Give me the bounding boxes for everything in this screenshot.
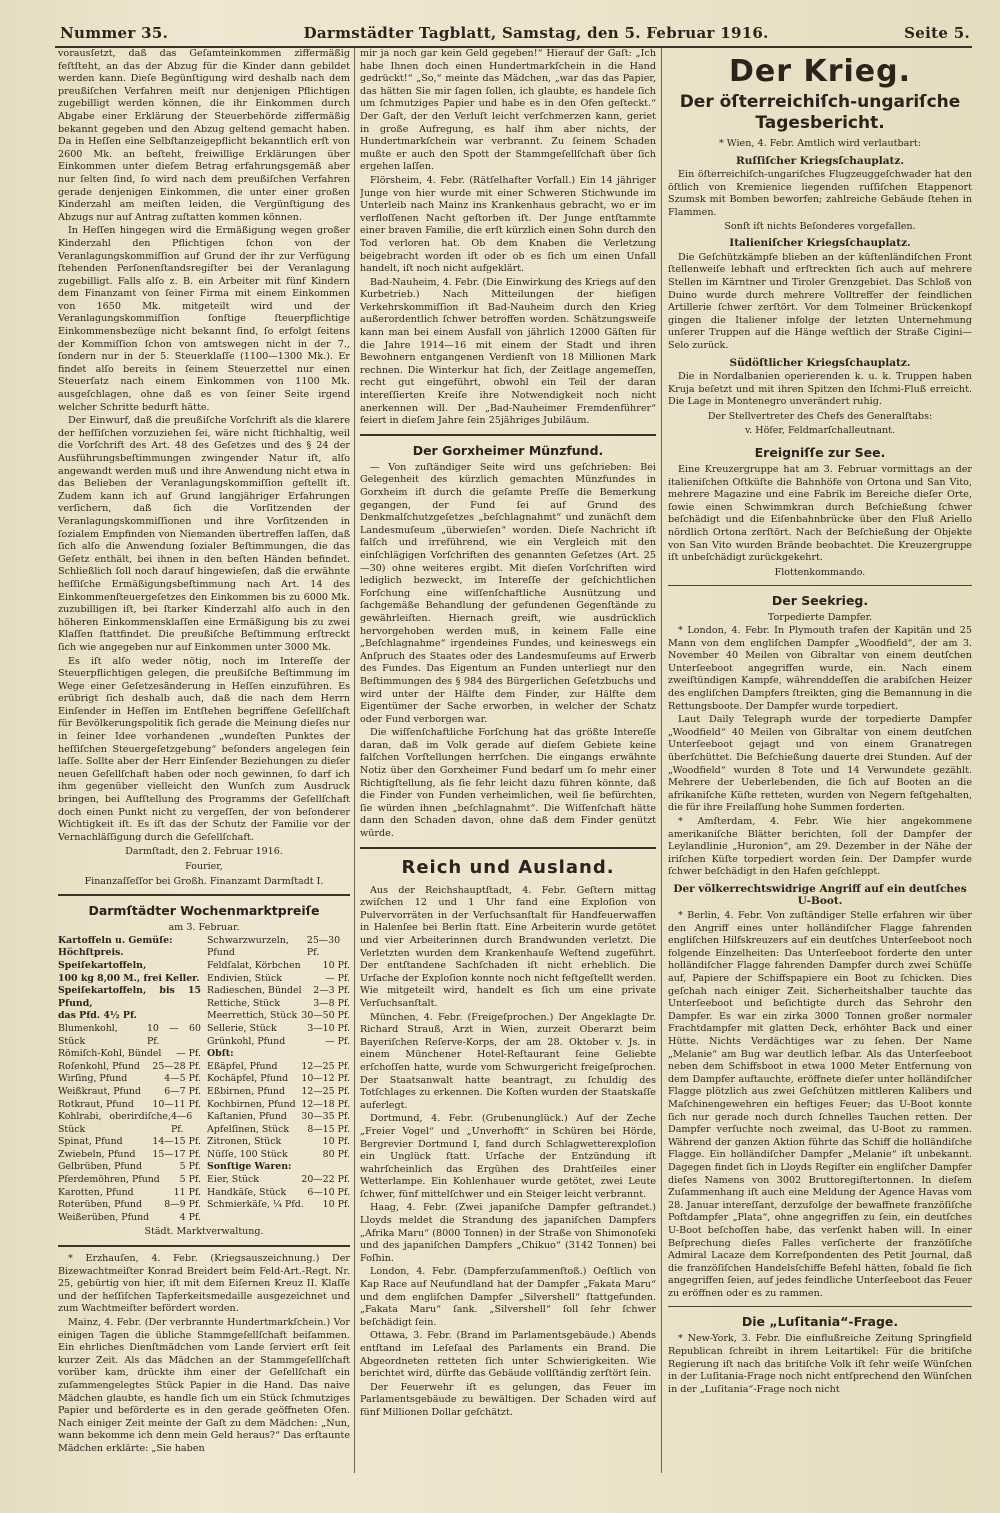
article-paragraph: In Heſſen hingegen wird die Ermäßigung wegen großer Kinderzahl den Pflichtigen ſchon von der Veranlagungskommiſſion auf Grund der ihr zur Verfügung ſtehenden Perſonenſtandsregiſter bei der Veranlagung zugebilligt. Falls alſo z. B. ein Arbeiter mit fünf Kindern dem Finanzamt von ſeiner Firma mit einem Einkommen von 1650 Mk. mitgeteilt wird und der Veranlagungskommiſſion ſonſtige ſteuerpflichtige Einkommensbezüge nicht bekannt ſind, ſo erfolgt ſeitens der Kommiſſion ſchon von amtswegen nicht in der 7., ſondern nur in der 5. Steuerklaſſe (1100—1300 Mk.). Er findet alſo bereits in ſeinem Steuerzettel nur einen Steuerſatz nach einem Einkommen von 1100 Mk. ausgeſchlagen, ohne daß es von ſeiner Seite irgend welcher Schritte bedurft hätte. — [58, 225, 350, 413]
article-paragraph: München, 4. Febr. (Freigeſprochen.) Der Angeklagte Dr. Richard Strauß, Arzt in Wien, zurzeit Oberarzt beim Bayeriſchen Reſerve-Korps, der am 28. Oktober v. Js. in einem Münchener Hotel-Reſtaurant ſeine Geliebte erſchoſſen hatte, wurde vom Schwurgericht freigeſprochen. Der Staatsanwalt hatte beantragt, zu ſchuldig des Totſchlages zu erkennen. Die Koſten wurden der Staatskaſſe auferlegt. — [360, 1011, 656, 1111]
gorxheim-title: Der Gorxheimer Münzfund. — [412, 442, 604, 458]
market-row — [207, 998, 350, 1011]
market-price: 15—17 Pf. — [152, 1148, 201, 1160]
market-row — [207, 1124, 350, 1137]
market-item: Pferdemöhren, Pfund — [58, 1174, 160, 1186]
market-row — [207, 1099, 350, 1112]
krieg-subtitle: Der öſterreichiſch-ungariſche Tagesbericht. — [679, 92, 961, 133]
market-item: Blumenkohl, Stück — [58, 1022, 118, 1047]
market-row — [58, 1086, 201, 1099]
market-item: Kartoffeln u. Gemüſe: — [58, 934, 173, 946]
article-paragraph: Flörsheim, 4. Febr. (Rätſelhafter Vorfall.) Ein 14 jähriger Junge von hier wurde mit einer Schweren Stichwunde im Unterleib nach Mainz ins Krankenhaus gebracht, wo er im verfloſſenen Nacht geſtorben iſt. Der Junge entſtammte einer braven Familie, die erſt kürzlich einen Sohn durch den Tod verloren hat. Ob dem Knaben die Verletzung beigebracht worden iſt oder ob es ſich um einen Unfall handelt, iſt noch nicht aufgeklärt. — [360, 174, 656, 275]
market-item: das Pfd. 4½ Pf. — [58, 1010, 137, 1022]
article-paragraph: Sonſt iſt nichts Beſonderes vorgefallen. — [724, 220, 916, 232]
market-row — [58, 1174, 201, 1187]
market-row — [207, 985, 350, 998]
article-paragraph: Der Einwurf, daß die preußiſche Vorſchrift als die klarere der heſſiſchen vorzuziehen ſei, wäre nicht ſtichhaltig, weil die Vorſchrift des Art. 48 des Geſetzes und des § 24 der Ausführungsbeſtimmungen zwingender Natur iſt, alſo angewandt werden muß und ihre Anwendung nicht etwa in das Belieben der Veranlagungskommiſſion geſtellt iſt. Zudem kann ich auf Grund langjähriger Erfahrungen verſichern, daß ſich die Vorſitzenden der Veranlagungskommiſſionen und ihre Vorſitzenden in ſozialem Empfinden von Niemanden übertreffen laſſen, daß ſich alſo die Anwendung ſozialer Beſtimmungen, die das Geſetz enthält, bei ihnen in den beſten Händen befindet. Schließlich ſoll noch darauf hingewieſen, daß die erwähnte heſſiſche Ermäßigungsbeſtimmung nach Art. 14 des Einkommenſteuergeſetzes den Einkommen bis zu 6000 Mk. zuzubilligen iſt, bei ſtarker Kinderzahl alſo auch in den höheren Einkommensklaſſen eine Ermäßigung bis zu zwei Klaſſen ſtattfindet. Die preußiſche Beſtimmung erſtreckt ſich wie angegeben nur auf Einkommen unter 3000 Mk. — [58, 415, 350, 653]
market-price: — Pf. — [176, 1048, 201, 1060]
market-item: Kochbirnen, Pfund — [207, 1098, 296, 1110]
market-price: 80 Pf. — [322, 1148, 350, 1160]
market-item: Handkäſe, Stück — [207, 1186, 287, 1198]
market-row — [58, 947, 201, 972]
newspaper-title: Darmstädter Tagblatt, Samstag, den 5. Februar 1916. — [303, 24, 769, 42]
article-paragraph: Ein öſterreichiſch-ungariſches Flugzeuggeſchwader hat den öſtlich von Kremienice liegenden ruſſiſchen Etappenort Szumsk mit Bomben beworfen; zahlreiche Gebäude ſtehen in Flammen. — [668, 169, 972, 218]
market-item: Eßäpfel, Pfund — [207, 1060, 278, 1072]
article-paragraph: * Berlin, 4. Febr. Von zuſtändiger Stelle erfahren wir über den Angriff eines unter holländiſcher Flagge fahrenden engliſchen Hilfskreuzers auf ein deutſches Unterſeeboot noch folgende Einzelheiten: Das Unterſeeboot forderte den unter holländiſcher Flagge fahrenden Dampfer durch zwei Schüſſe auf, Papiere der Schiffspapiere ein Boot zu ſchicken. Dies geſchah nach einiger Zeit. Sicherheitshalber tauchte das Unterſeeboot und beſichtigte durch das Sehrohr den Dampfer. Es war ein zirka 3000 Tonnen großer normaler Frachtdampfer mit glatten Deck, erhöhter Back und einer Hütte. Nichts Verdächtiges war zu ſehen. Der Name „Melanie“ am Bug war deutlich leſbar. Als das Unterſeeboot neben dem Schiffsboot in etwa 1000 Meter Entfernung von dem Dampfer auftauchte, eröffnete dieſer unter holländiſcher Flagge plötzlich aus zwei Geſchützen mittleren Kalibers und Maſchinengewehren ein heftiges Feuer; das U-Boot konnte ſich nur gerade noch durch ſchnelles Tauchen retten. Der Dampfer verſuchte noch zweimal, das U-Boot zu rammen. Während der ganzen Aktion führte das Schiff die holländiſche Flagge. Ein holländiſcher Dampfer „Melanie“ iſt unbekannt. Dagegen findet ſich in Lloyds Regiſter ein engliſcher Dampfer dieſes Namens von 3002 Bruttoregiſtertonnen. In dieſem Zuſammenhang iſt auch eine Meldung der Agence Havas vom 28. Januar intereſſant, derzufolge der bewaffnete franzöſiſche Poſtdampfer „Plata“, ohne angegriffen zu ſein, ein deutſches U-Boot beſchoſſen habe, das verſenkt haben will. In einer Beſprechung dieſes Falles verſicherte der franzöſiſche Admiral Lacaze dem Korreſpondenten des Petit Journal, daß die franzöſiſchen Handelsſchiffe Befehl hätten, ſobald ſie ſich angegriffen ſeien, auf jedes feindliche Unterſeeboot das Feuer zu eröffnen oder es zu rammen. — [668, 910, 972, 1299]
masthead — [60, 22, 970, 44]
section-heading: Italieniſcher Kriegsſchauplatz. — [729, 237, 911, 250]
article-paragraph: * New-York, 3. Febr. Die einflußreiche Zeitung Springfield Republican ſchreibt in ihrem Leitartikel: Für die britiſche Regierung iſt nach das britiſche Volk iſt ſehr weiſe Wünſchen in der Luſitania-Frage noch nicht entſprechend den Wünſchen in der „Luſitania“-Frage noch nicht — [668, 1333, 972, 1395]
market-item: Apfelſinen, Stück — [207, 1123, 289, 1135]
market-price: 5 Pf. — [179, 1174, 201, 1186]
market-row — [58, 1048, 201, 1061]
signature-name: Fourier, — [185, 861, 223, 872]
page-number: Seite 5. — [904, 24, 970, 42]
market-item: Radieschen, Bündel — [207, 985, 302, 997]
market-price: 4—6 Pf. — [170, 1111, 193, 1135]
market-price: 10 — 60 Pf. — [146, 1022, 201, 1047]
market-item: Höchſtpreis. Speiſekartoffeln, — [58, 947, 147, 971]
market-item: Spinat, Pfund — [58, 1136, 123, 1148]
market-date: am 3. Februar. — [168, 922, 240, 934]
market-item: Schmierkäſe, ¼ Pfd. — [207, 1199, 304, 1211]
market-row — [58, 1111, 201, 1136]
article-paragraph: Die wiſſenſchaftliche Forſchung hat das größte Intereſſe daran, daß im Volk gerade auf dieſem Gebiete keine falſchen Vorſtellungen herrſchen. Die eingangs erwähnte Notiz über den Gorxheimer Fund bedarf um ſo mehr einer Richtigſtellung, als ſie ſehr leicht dazu führen könnte, daß die Finder von Funden verheimlichen, weil ſie befürchten, ſie würden ihnen „beſchlagnahmt“. Die Wiſſenſchaft hätte dann den Schaden davon, ohne daß dem Finder genützt würde. — [360, 727, 656, 840]
market-item: Gelbrüben, Pfund — [58, 1161, 142, 1173]
article-paragraph: Die in Nordalbanien operierenden k. u. k. Truppen haben Kruja beſetzt und mit ihren Spitzen den Iſchmi-Fluß erreicht. Die Lage in Montenegro unverändert ruhig. — [668, 371, 972, 408]
market-price: 4 Pf. — [179, 1211, 201, 1223]
market-title: Darmſtädter Wochenmarktpreiſe — [88, 903, 320, 919]
market-column-right — [207, 935, 350, 1225]
market-row — [58, 1061, 201, 1074]
subheading: Torpedierte Dampfer. — [767, 612, 873, 624]
market-item: Meerrettich, Stück — [207, 1010, 298, 1022]
section-rule — [668, 1306, 972, 1307]
column-divider — [354, 48, 355, 1473]
market-price: 3—10 Pf. — [307, 1022, 350, 1034]
market-signature: Städt. Marktverwaltung. — [144, 1226, 264, 1238]
market-row — [207, 960, 350, 973]
market-row — [58, 1199, 201, 1212]
market-price: 10 Pf. — [322, 1199, 350, 1211]
article-paragraph: — Von zuſtändiger Seite wird uns geſchrieben: Bei Gelegenheit des kürzlich gemachten Münzfundes in Gorxheim iſt durch die geſamte Preſſe die Bemerkung gegangen, der Fund ſei auf Grund des Denkmalſchutzgeſetzes „beſchlagnahmt“ und zunächſt dem Landesmuſeum „überwieſen“ worden. Dieſe Nachricht iſt falſch und irreführend, wie ein Vergleich mit den einſchlägigen Vorſchriften des genannten Geſetzes (Art. 25—30) ohne weiteres ergibt. Mit dieſen Vorſchriften wird lediglich bezweckt, im Intereſſe der geſchichtlichen Forſchung eine wiſſenſchaftliche Ausnützung und ſachgemäße Behandlung der gefundenen Gegenſtände zu gewährleiſten. Hiernach greift, wie ausdrücklich hervorgehoben werden muß, in keinem Falle eine „Beſchlagnahme“ irgendeines Fundes, und keineswegs ein Anſpruch des Staates oder des Landesmuſeums auf Erwerb des Fundes. Das Eigentum an Funden unterliegt nur den Beſtimmungen des § 984 des Bürgerlichen Geſetzbuchs und wird unter der Hälfte dem Finder, zur Hälfte dem Eigentümer der Sache erworben, in welcher der Schatz oder Fund verborgen war. — [360, 461, 656, 725]
market-price: 10—11 Pf. — [152, 1098, 201, 1110]
article-paragraph: Laut Daily Telegraph wurde der torpedierte Dampfer „Woodfield“ 40 Meilen von Gibraltar von einem deutſchen Unterſeeboot gejagt und von einem Granatregen überſchüttet. Die Beſchießung dauerte drei Stunden. Auf der „Woodfield“ wurden 8 Tote und 14 Verwundete gezählt. Mehrere der Ueberlebenden, die ſich auf Booten an die afrikaniſche Küſte retteten, wurden von Negern feſtgehalten, die für ihre Freilaſſung hohe Summen forderten. — [668, 714, 972, 814]
market-row — [58, 973, 201, 986]
article-paragraph: London, 4. Febr. (Dampferzuſammenſtoß.) Oeſtlich von Kap Race auf Neufundland hat der Dampfer „Fakata Maru“ und dem engliſchen Dampfer „Silvershell“ ſtattgefunden. „Fakata Maru“ ſank. „Silvershell“ ſoll ſehr ſchwer beſchädigt ſein. — [360, 1266, 656, 1328]
section-rule — [360, 847, 656, 849]
market-row — [207, 1061, 350, 1074]
market-price: — Pf. — [325, 1035, 350, 1047]
market-item: Endivien, Stück — [207, 972, 282, 984]
market-item: Nüſſe, 100 Stück — [207, 1148, 288, 1160]
article-paragraph: Aus der Reichshauptſtadt, 4. Febr. Geſtern mittag zwiſchen 12 und 1 Uhr fand eine Exploſion von Pulvervorräten in der Verſuchsanſtalt für Handfeuerwaffen in Halenſee bei Berlin ſtatt. Eine Arbeiterin wurde getötet und vier Arbeiterinnen durch Brandwunden verletzt. Die Verletzten wurden dem Krankenhauſe Weſtend zugeführt. Der entſtandene Sachſchaden iſt nicht erheblich. Die Urſache der Exploſion konnte noch nicht feſtgeſtellt werden. Wie mitgeteilt wird, handelt es ſich um eine private Verſuchsanſtalt. — [360, 884, 656, 1009]
market-price: 5 Pf. — [179, 1161, 201, 1173]
market-item: Zitronen, Stück — [207, 1136, 282, 1148]
market-price: 25—30 Pf. — [306, 934, 341, 959]
market-row — [207, 1111, 350, 1124]
article-paragraph: Die Geſchützkämpfe blieben an der küſtenländiſchen Front ſtellenweiſe lebhaft und erſtreckten ſich auch auf mehrere Stellen im Kärntner und Tiroler Grenzgebiet. Das Schloß von Duino wurde durch mehrere Volltreffer der feindlichen Artillerie ſchwer zerſtört. Vor dem Tolmeiner Brückenkopf gingen die Italiener infolge der letzten Unternehmung unſerer Truppen auf die Hänge weſtlich der Straße Cigini—Selo zurück. — [668, 251, 972, 351]
market-item: Kochäpfel, Pfund — [207, 1073, 289, 1085]
market-price: 8—15 Pf. — [307, 1123, 350, 1135]
market-price: 12—18 Pf. — [301, 1098, 350, 1110]
section-heading: Der Seekrieg. — [771, 593, 869, 609]
market-price: 14—15 Pf. — [152, 1136, 201, 1148]
market-price: 12—25 Pf. — [301, 1060, 350, 1072]
market-price: 6—7 Pf. — [164, 1085, 201, 1097]
market-row — [58, 1099, 201, 1112]
market-table — [58, 935, 350, 1225]
market-price: 2—3 Pf. — [313, 985, 350, 997]
market-item: Kohlrabi, oberirdiſche, Stück — [58, 1111, 171, 1135]
market-item: Grünkohl, Pfund — [207, 1035, 286, 1047]
market-item: Roterüben, Pfund — [58, 1199, 142, 1211]
market-row — [207, 1174, 350, 1187]
section-rule — [668, 585, 972, 586]
reich-title: Reich und Ausland. — [401, 856, 615, 878]
column-left — [58, 48, 350, 1493]
market-item: Wirſing, Pfund — [58, 1073, 128, 1085]
market-row — [207, 1073, 350, 1086]
market-row — [207, 1086, 350, 1099]
market-price: 10—12 Pf. — [301, 1073, 350, 1085]
market-item: Rotkraut, Pfund — [58, 1098, 134, 1110]
market-row — [58, 1073, 201, 1086]
article-paragraph: vorausſetzt, daß das Geſamteinkommen ziffermäßig feſtſteht, an das der Abzug für die Kinder dann gebildet werden kann. Dieſe Begünſtigung wird deshalb nach dem preußiſchen Verfahren meiſt nur denjenigen Pflichtigen zugebilligt werden können, die ihr Einkommen durch Abgabe einer Erklärung der Steuerbehörde ziffermäßig bekannt gegeben und den Abzug geltend gemacht haben. Da in Heſſen eine Selbſtanzeigepflicht bekanntlich erſt von 2600 Mk. an beſteht, freiwillige Erklärungen über Einkommen unter dieſem Betrag erfahrungsgemäß aber nur ſelten ſind, ſo wird nach dem preußiſchen Verfahren gerade denjenigen Einkommen, die unter einer großen Kinderzahl am meiſten leiden, die Vergünſtigung des Abzugs nur auf Antrag zuſtatten kommen können. — [58, 48, 350, 223]
market-row — [207, 973, 350, 986]
market-price: 10 Pf. — [322, 1136, 350, 1148]
section-heading: Die „Luſitania“-Frage. — [741, 1314, 899, 1330]
market-item: Römiſch-Kohl, Bündel — [58, 1048, 162, 1060]
market-item: Eier, Stück — [207, 1174, 259, 1186]
market-item: Rettiche, Stück — [207, 997, 281, 1009]
column-divider — [661, 48, 662, 1473]
article-paragraph: Haag, 4. Febr. (Zwei japaniſche Dampfer geſtrandet.) Lloyds meldet die Strandung des japaniſchen Dampfers „Afrika Maru“ (8000 Tonnen) in der Straße von Shimonoſeki und des japaniſchen Dampfers „Chikuo“ (3142 Tonnen) bei Foſhin. — [360, 1202, 656, 1264]
section-heading: Südöſtlicher Kriegsſchauplatz. — [729, 356, 911, 369]
article-paragraph: Ottawa, 3. Febr. (Brand im Parlamentsgebäude.) Abends entſtand im Leſeſaal des Parlaments ein Brand. Die Abgeordneten retteten ſich unter Schwierigkeiten. Wie berichtet wird, dürfte das Gebäude vollſtändig zerſtört ſein. — [360, 1330, 656, 1380]
signature-name: Flottenkommando. — [774, 566, 866, 578]
article-paragraph: Dortmund, 4. Febr. (Grubenunglück.) Auf der Zeche „Freier Vogel“ und „Unverhofft“ in Schüren bei Hörde, Bergrevier Dortmund I, fand durch Schlagwetterexploſion ein Unglück ſtatt. Urſache der Entzündung iſt wahrſcheinlich das Ergühen des Drahtſeiles einer Wetterlampe. Ein Kohlenhauer wurde getötet, zwei Leute ſchwer, fünf mittelſchwer und ein Steiger leicht verbrannt. — [360, 1113, 656, 1200]
market-row — [58, 1010, 201, 1023]
market-row — [207, 1149, 350, 1162]
article-paragraph: * Erzhauſen, 4. Febr. (Kriegsauszeichnung.) Der Bizewachtmeiſter Konrad Breidert beim Feld-Art.-Regt. Nr. 25, gebürtig von hier, iſt mit dem Eiſernen Kreuz II. Klaſſe und der heſſiſchen Tapferkeitsmedaille ausgezeichnet und zum Wachtmeiſter befördert worden. — [58, 1253, 350, 1315]
article-paragraph: Eine Kreuzergruppe hat am 3. Februar vormittags an der italieniſchen Oſtküſte die Bahnhöfe von Ortona und San Vito, mehrere Magazine und eine Fabrik im Bereiche dieſer Orte, ſowie einen Schwimmkran durch Beſchießung ſchwer beſchädigt und die Eiſenbahnbrücke über den Fluß Ariello nördlich Ortona zerſtört. Nach der Beſchießung der Objekte von San Vito wurden Brände beobachtet. Die Kreuzergruppe iſt unbeſchädigt zurückgekehrt. — [668, 464, 972, 564]
market-row — [207, 1136, 350, 1149]
market-row — [207, 1010, 350, 1023]
article-paragraph: Der Feuerwehr iſt es gelungen, das Feuer im Parlamentsgebäude zu bewältigen. Der Schaden wird auf fünf Millionen Dollar geſchätzt. — [360, 1381, 656, 1418]
market-item: Obſt: — [207, 1048, 234, 1060]
column-right — [668, 48, 972, 1493]
article-paragraph: Bad-Nauheim, 4. Febr. (Die Einwirkung des Kriegs auf den Kurbetrieb.) Nach Mitteilungen der hieſigen Verkehrskommiſſion iſt Bad-Nauheim durch den Krieg außerordentlich ſchwer betroffen worden. Schätzungsweiſe kann man bei einem Ausfall von jährlich 12000 Gäſten für die Jahre 1914—16 mit einem der Stadt und ihren Bewohnern entgangenen Verdienſt von 18 Millionen Mark rechnen. Die Winterkur hat ſich, der Zeitlage angemeſſen, recht gut eingeführt, obwohl ein Teil der daran intereſſierten Kreiſe ihre Notwendigkeit noch nicht anerkennen will. Der „Bad-Nauheimer Fremdenführer“ feiert in dieſem Jahre ſein 25jähriges Jubiläum. — [360, 276, 656, 427]
section-heading: Ereigniſſe zur See. — [754, 445, 886, 461]
market-row — [207, 1199, 350, 1212]
issue-number: Nummer 35. — [60, 24, 169, 42]
market-row — [58, 935, 201, 948]
market-price: — Pf. — [325, 972, 350, 984]
market-row — [58, 985, 201, 1010]
market-column-left — [58, 935, 201, 1225]
market-row — [58, 1212, 201, 1225]
market-item: Kaſtanien, Pfund — [207, 1111, 287, 1123]
market-price: 20—22 Pf. — [301, 1174, 350, 1186]
column-middle — [360, 48, 656, 1493]
section-rule — [58, 1245, 350, 1247]
market-row — [207, 1036, 350, 1049]
market-item: Feldſalat, Körbchen — [207, 959, 301, 971]
market-price: 10 Pf. — [322, 959, 350, 971]
market-price: 11 Pf. — [173, 1186, 201, 1198]
dateline: * Wien, 4. Febr. Amtlich wird verlautbart: — [718, 138, 922, 149]
market-item: Zwiebeln, Pfund — [58, 1148, 136, 1160]
market-item: Sellerie, Stück — [207, 1022, 277, 1034]
article-paragraph: Es iſt alſo weder nötig, noch im Intereſſe der Steuerpflichtigen gelegen, die preußiſche Beſtimmung im Wege einer Geſetzesänderung in Heſſen einzuführen. Es erübrigt ſich deshalb auch, daß die nach dem Herrn Einſender in Heſſen im Entſtehen begriffene Geſellſchaft für Bevölkerungspolitik ſich gerade die Meinung dieſes nur in ſeiner Idee vorhandenen „wundeſten Punktes der heſſiſchen Steuergeſetzgebung“ beſonders angelegen ſein laſſe. Sollte aber der Herr Einſender Beziehungen zu dieſer neuen Geſellſchaft haben oder noch gewinnen, ſo darf ich ihm gegenüber vielleicht den Wunſch zum Ausdruck bringen, bei Aufſtellung des Programms der Geſellſchaft doch einen Punkt nicht zu vergeſſen, der von beſonderer Wichtigkeit iſt. Es iſt das der Schutz der Familie vor der Vernachläſſigung durch die Geſellſchaft. — [58, 655, 350, 843]
signature-place: Darmſtadt, den 2. Februar 1916. — [125, 846, 283, 858]
section-heading: Der völkerrechtswidrige Angriff auf ein deutſches U-Boot. — [673, 882, 967, 908]
market-row — [58, 1187, 201, 1200]
article-paragraph: * Amſterdam, 4. Febr. Wie hier angekommene amerikaniſche Blätter berichten, ſoll der Dampfer der Leylandlinie „Huronion“, am 29. Dezember in der Nähe der iriſchen Küſte torpediert worden ſein. Der Dampfer wurde ſchwer beſchädigt in den Hafen geſchleppt. — [668, 815, 972, 878]
market-price: 3—8 Pf. — [313, 997, 350, 1009]
article-paragraph: Mainz, 4. Febr. (Der verbrannte Hundertmarkſchein.) Vor einigen Tagen die übliche Stammgeſellſchaft beiſammen. Ein ehrliches Dienſtmädchen vom Lande ſerviert erſt ſeit kurzer Zeit. Als das Mädchen an der Stammgeſellſchaft vorüber kam, drückte ihm einer der Geſellſchaft ein zuſammengelegtes Stück Papier in die Hand. Das naive Mädchen glaubte, es handle ſich um ein Stück ſchmutziges Papier und beförderte es in den gerade geöffneten Ofen. Nach einiger Zeit meinte der Gaſt zu dem Mädchen: „Nun, wann bekomme ich denn mein Geld heraus?“ Das erſtaunte Mädchen erklärte: „Sie haben — [58, 1317, 350, 1454]
market-row — [207, 1161, 350, 1174]
market-price: 30—50 Pf. — [301, 1010, 350, 1022]
market-row — [58, 1161, 201, 1174]
article-paragraph: mir ja noch gar kein Geld gegeben!“ Hierauf der Gaſt: „Ich habe Ihnen doch einen Hundertmarkſchein in die Hand gedrückt!“ „So,“ meinte das Mädchen, „war das das Papier, das hätten Sie mir ſagen ſollen, ich glaubte, es handele ſich um ſchmutziges Papier und habe es in den Ofen geſteckt.“ Der Gaſt, der den Verluſt leicht verſchmerzen kann, geriet in große Aufregung, es half ihm aber nichts, der Hundertmarkſchein war verbrannt. Zu ſeinem Schaden mußte er auch den Spott der Stammgeſellſchaft über ſich ergehen laſſen. — [360, 48, 656, 173]
market-row — [58, 1136, 201, 1149]
market-item: Schwarzwurzeln, Pfund — [207, 934, 289, 959]
market-price: 25—28 Pf. — [152, 1060, 201, 1072]
market-item: Speiſekartoffeln, bis 15 Pfund, — [58, 985, 201, 1009]
market-item: Roſenkohl, Pfund — [58, 1060, 140, 1072]
market-item: 100 kg 8,00 M., frei Keller. — [58, 972, 200, 984]
market-row — [207, 1187, 350, 1200]
market-row — [58, 1023, 201, 1048]
section-heading: Ruſſiſcher Kriegsſchauplatz. — [736, 154, 904, 167]
krieg-title: Der Krieg. — [728, 54, 912, 89]
signature-name: v. Höfer, Feldmarſchalleutnant. — [745, 425, 895, 437]
article-paragraph: * London, 4. Febr. In Plymouth trafen der Kapitän und 25 Mann von dem engliſchen Dampfer „Woodfield“, der am 3. November 40 Meilen von Gibraltar von einem deutſchen Unterſeeboot angegriffen wurde, ein. Nach einem zweiſtündigen Kampfe, währenddeſſen die arabiſchen Heizer des engliſchen Dampfers ſtreikten, ging die Bemannung in die Rettungsboote. Der Dampfer wurde torpediert. — [668, 625, 972, 712]
market-row — [58, 1149, 201, 1162]
market-price: 8—9 Pf. — [164, 1199, 201, 1211]
market-item: Sonſtige Waren: — [207, 1161, 292, 1173]
market-price: 12—25 Pf. — [301, 1085, 350, 1097]
market-row — [207, 1023, 350, 1036]
signature-title: Finanzaſſeſſor bei Großh. Finanzamt Darmſtadt I. — [84, 875, 324, 887]
market-row — [207, 935, 350, 960]
signature-line: Der Stellvertreter des Chefs des Generalſtabs: — [707, 410, 933, 422]
market-price: 4—5 Pf. — [164, 1073, 201, 1085]
section-rule — [360, 434, 656, 436]
market-row — [207, 1048, 350, 1061]
market-price: 6—10 Pf. — [307, 1186, 350, 1198]
market-item: Eßbirnen, Pfund — [207, 1085, 286, 1097]
section-rule — [58, 894, 350, 896]
market-item: Weißerüben, Pfund — [58, 1211, 150, 1223]
market-price: 30—35 Pf. — [301, 1111, 350, 1123]
market-item: Weißkraut, Pfund — [58, 1085, 142, 1097]
market-item: Karotten, Pfund — [58, 1186, 134, 1198]
